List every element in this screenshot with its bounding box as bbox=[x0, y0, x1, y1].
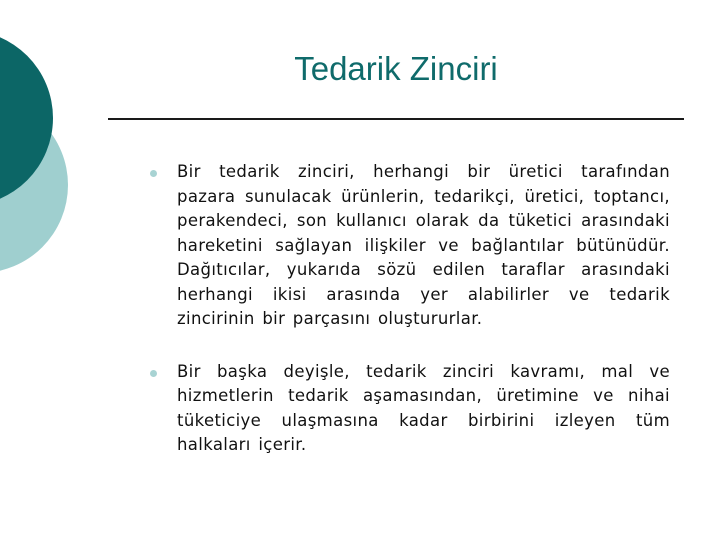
bullet-list bbox=[150, 160, 670, 486]
bullet-dot-icon bbox=[150, 170, 157, 177]
slide-title: Tedarik Zinciri bbox=[294, 50, 498, 87]
bullet-dot-icon bbox=[150, 370, 157, 377]
bullet-item bbox=[150, 360, 670, 458]
bullet-item bbox=[150, 160, 670, 332]
decorative-circles bbox=[0, 0, 90, 300]
bullet-text: Bir tedarik zinciri, herhangi bir üretici tarafından pazara sunulacak ürünlerin, tedarikçi, üretici, toptancı, perakendeci, son kullanıcı olarak da tüketici arasındaki hareketini sağlayan ilişkiler ve bağlantılar bütünüdür. Dağıtıcılar, yukarıda sözü edilen taraflar arasındaki herhangi ikisi arasında yer alabilirler ve tedarik zincirinin bir parçasını oluştururlar. bbox=[177, 162, 670, 328]
title-divider bbox=[108, 118, 684, 120]
bullet-text: Bir başka deyişle, tedarik zinciri kavramı, mal ve hizmetlerin tedarik aşamasından, üretimine ve nihai tüketiciye ulaşmasına kadar birbirini izleyen tüm halkaları içerir. bbox=[177, 361, 670, 454]
